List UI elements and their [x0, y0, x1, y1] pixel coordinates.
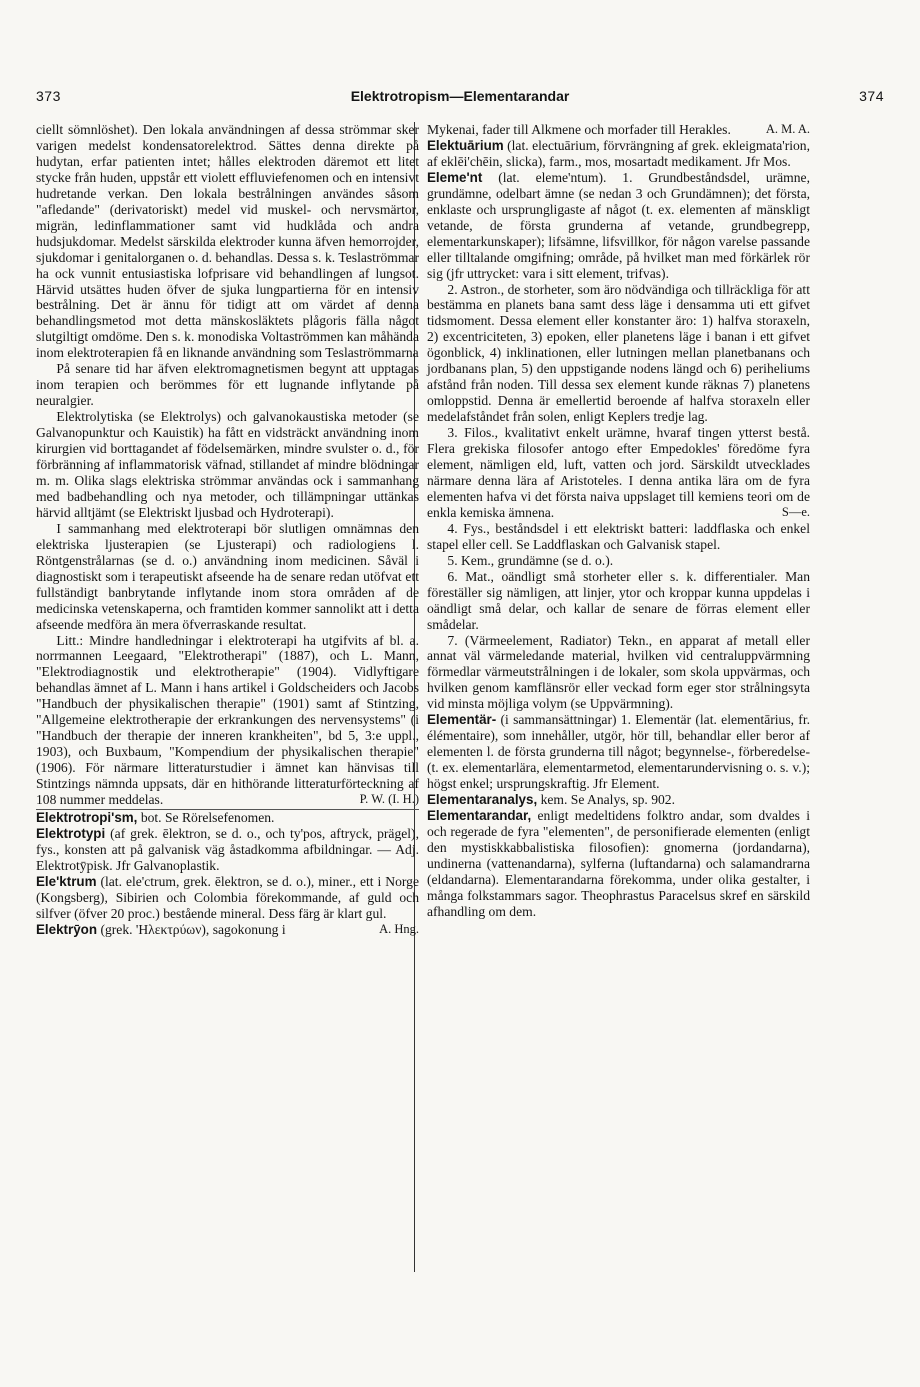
paragraph	[427, 122, 810, 138]
paragraph-literature	[36, 633, 419, 808]
author-signature: S—e.	[781, 504, 810, 519]
entry-text: (lat. electuārium, förvrängning af grek. ekleigmata'rion, af eklēi'chēin, slicka), farm., mos, mosartadt medikament. Jfr Mos.	[427, 137, 810, 169]
entry-headword: Elektrȳon	[36, 921, 98, 937]
entry-element	[427, 170, 810, 282]
author-signature: A. M. A.	[765, 122, 810, 136]
entry-text: (lat. ele'ctrum, grek. ēlektron, se d. o.), miner., ett i Norge (Kongsberg), Sibirien och Colombia förekommande, af guld och silfver (öfver 20 proc.) bestående mineral. Dess färg är klart gul.	[36, 873, 419, 921]
entry-headword: Elektrotypi	[36, 825, 106, 841]
paragraph: ciellt sömnlöshet). Den lokala användningen af dessa strömmar sker varigen medelst kondensatorelektrod. Sättes denna direkte på hudytan, erfar patienten intet; hålles elektroden däremot ett litet stycke från huden, uppstår ett violett effluviefenomen och en intensivt hudretande verkan. Den lokala bestrålningen användes såsom "afledande" (derivatoriskt) medel vid muskel- och nervsmärtor, migrän, ledinflammationer samt vid hudklåda och andra hudsjukdomar. Medelst särskilda elektroder kunna äfven hemorrojder, sjukdomar i genitalorganen o. d. behandlas. Dessa s. k. Teslaströmmar ha ock vunnit entusiastiska lofprisare vid behandlingen af lungsot. Härvid utsättes huden öfver de sjuka lungpartierna för en intensiv bestrålning. Det är ännu för tidigt att om värdet af denna behandlingsmetod mot detta mänskosläktets plågoris fälla något slutgiltigt omdöme. Den s. k. monodiska Voltaströmmen kan måhända inom elektroterapien få en liknande användning som Teslaströmmarna	[36, 122, 419, 361]
right-column	[427, 122, 810, 920]
entry-elektrotropism	[36, 809, 419, 826]
left-column	[36, 122, 419, 938]
entry-text: (grek. 'Ηλεκτρύων), sagokonung i	[100, 921, 286, 937]
entry-elektryon	[36, 922, 419, 938]
entry-headword: Elementär-	[427, 712, 497, 728]
paragraph: 4. Fys., beståndsdel i ett elektriskt batteri: laddflaska och enkel stapel eller cell. Se Laddflaskan och Galvanisk stapel.	[427, 520, 810, 552]
entry-text: bot. Se Rörelsefenomen.	[140, 809, 275, 825]
paragraph: På senare tid har äfven elektromagnetismen begynt att upptagas inom terapien och berömmes för ett lugnande inflytande på neuralgier.	[36, 361, 419, 409]
page-number-left: 373	[36, 88, 61, 104]
entry-text: kem. Se Analys, sp. 902.	[540, 792, 676, 808]
entry-headword: Elektrotropi'sm,	[36, 809, 138, 825]
paragraph	[427, 425, 810, 521]
entry-headword: Eleme'nt	[427, 169, 483, 185]
page-number-right: 374	[859, 88, 884, 104]
entry-elementarandar	[427, 808, 810, 920]
entry-elektrotypi	[36, 826, 419, 874]
entry-headword: Elementaranalys,	[427, 792, 538, 808]
paragraph: 7. (Värmeelement, Radiator) Tekn., en apparat af metall eller annat väl värmeledande material, hvilken vid centraluppvärmning förmedlar värmeutstrålningen i de lokaler, som skola uppvärmas, och hvilken genom kamflänsrör eller veckad form eger stor strålningsyta vid minsta möjliga volym (se Uppvärmning).	[427, 632, 810, 712]
paragraph: 5. Kem., grundämne (se d. o.).	[447, 552, 614, 568]
entry-text: (af grek. ēlektron, se d. o., och ty'pos, aftryck, prägel), fys., konsten att på galvanisk väg åstadkomma afbildningar. — Adj. Elektrotȳpisk. Jfr Galvanoplastik.	[36, 825, 419, 873]
paragraph-text: 3. Filos., kvalitativt enkelt urämne, hvaraf tingen ytterst bestå. Flera grekiska filosofer antogo efter Empedokles' föredöme fyra element, nämligen eld, luft, vatten och jord. Särskildt utvecklades närmare denna lära af Aristoteles. I denna antika lära om de fyra elementen hafva vi det första naiva uppslaget till kemiens teori om de enkla kemiska ämnena.	[427, 425, 810, 520]
entry-elementar	[427, 712, 810, 792]
entry-text: (i sammansättningar) 1. Elementär (lat. elementārius, fr. élémentaire), som innehåller, utgör, hör till, behandlar eller beror af elementen l. de första grunderna till något; begynnelse-, förberedelse- (t. ex. elementarlära, elementarmetod, elementarundervisning o. s. v.); högst enkel; ursprungskraftig. Jfr Element.	[427, 712, 810, 792]
entry-headword: Ele'ktrum	[36, 873, 97, 889]
entry-headword: Elementarandar,	[427, 807, 532, 823]
entry-elementaranalys	[427, 792, 810, 808]
paragraph: 6. Mat., oändligt små storheter eller s. k. differentialer. Man föreställer sig nämligen, att linjer, ytor och kroppar kunna uppdelas i oändligt små delar, och kallar de senare de förras element eller smådelar.	[427, 568, 810, 632]
entry-text: enligt medeltidens folktro andar, som dvaldes i och regerade de fyra "elementen", de personifierade elementen (enligt den mystiskkabbalistiska filosofien): gnomerna (jordandarna), undinerna (vattenandarna), sylferna (luftandarna) och salamandrarna (eldandarna). Elementarandarna förekomma, under olika gestalter, i många folkstammars sagor. Theophrastus Paracelsus skref en särskild afhandling om dem.	[427, 807, 810, 919]
running-head: Elektrotropism—Elementarandar	[350, 88, 570, 104]
paragraph-text: Mykenai, fader till Alkmene och morfader till Herakles.	[427, 122, 731, 137]
paragraph: Elektrolytiska (se Elektrolys) och galvanokaustiska metoder (se Galvanopunktur och Kauistik) ha fått en vidsträckt användning inom kirurgien vid borttagandet af födelsemärken, mindre svulster o. d., för förbränning af inflammatorisk väfnad, stillandet af mindre blödningar m. m. Olika slags elektriska strömmar användas ock i sammanhang med badbehandling och nya metoder, och tillämpningar uttänkas härvid alltjämt (se Elektriskt ljusbad och Hydroterapi).	[36, 409, 419, 520]
paragraph: I sammanhang med elektroterapi bör slutligen omnämnas den elektriska ljusterapien (se Ljusterapi) och radiologiens l. Röntgenstrålarnas (se d. o.) användning inom medicinen. Såväl i diagnostiskt som i terapeutiskt afseende ha de senare redan utöfvat ett fullständigt banbrytande inflytande inom stora områden af de medicinska vetenskaperna, och framtiden kommer sannolikt att i detta afseende medföra än mera öfverraskande resultat.	[36, 520, 419, 632]
author-signature: A. Hng.	[379, 921, 419, 936]
paragraph: 2. Astron., de storheter, som äro nödvändiga och tillräckliga för att bestämma en planets bana samt dess läge i densamma uti ett gifvet tidsmoment. Dessa element eller konstanter äro: 1) halfva storaxeln, 2) excentriciteten, 3) epoken, eller planetens läge i banan i ett gifvet ögonblick, 4) inklinationen, eller lutningen mellan planetbanans och jordbanans plan, 5) den uppstigande nodens längd och 6) periheliums afstånd från noden. Till dessa sex element kunde räknas 7) planetens omloppstid. Denna är emellertid beroende af halfva storaxeln eller medelafståndet från solen, enligt Keplers tredje lag.	[427, 281, 810, 425]
entry-elektuarium	[427, 138, 810, 170]
page-header	[34, 88, 886, 110]
author-signature: P. W. (I. H.)	[359, 792, 419, 807]
entry-text: (lat. eleme'ntum). 1. Grundbeståndsdel, urämne, grundämne, odelbart ämne (se nedan 3 och Grundämnen); det första, enklaste och ursprungligaste af något (t. ex. elementen af mänskligt vetande, de första grunderna af vetande, grundbegrepp, elementarkunskaper); lifsämne, lifsvillkor, för någon varelse passande eller tilltalande omgifning; område, på hvilket man med förkärlek rör sig (jfr uttrycket: vara i sitt element, trifvas).	[427, 169, 810, 281]
entry-headword: Elektuārium	[427, 137, 504, 153]
literature-text: Litt.: Mindre handledningar i elektroterapi ha utgifvits af bl. a. norrmannen Leegaard, "Elektrotherapi" (1887), och L. Mann, "Elektrodiagnostik und elektrotherapie" (1904). Vidlyftigare behandlas ämnet af L. Mann i hans artikel i Goldscheiders och Jacobs "Handbuch der physikalischen therapie" (1901) samt af Stintzing, "Allgemeine elektrotherapie der erkrankungen des nervensystems" (i "Handbuch der therapie der inneren krankheiten", bd 5, 3:e uppl., 1903), och Buxbaum, "Kompendium der physikalischen therapie" (1906). För närmare litteraturstudier i ämnet kan hänvisas till Stintzings nämnda uppsats, där en hithörande litteraturförteckning af 108 nummer meddelas.	[36, 632, 419, 808]
